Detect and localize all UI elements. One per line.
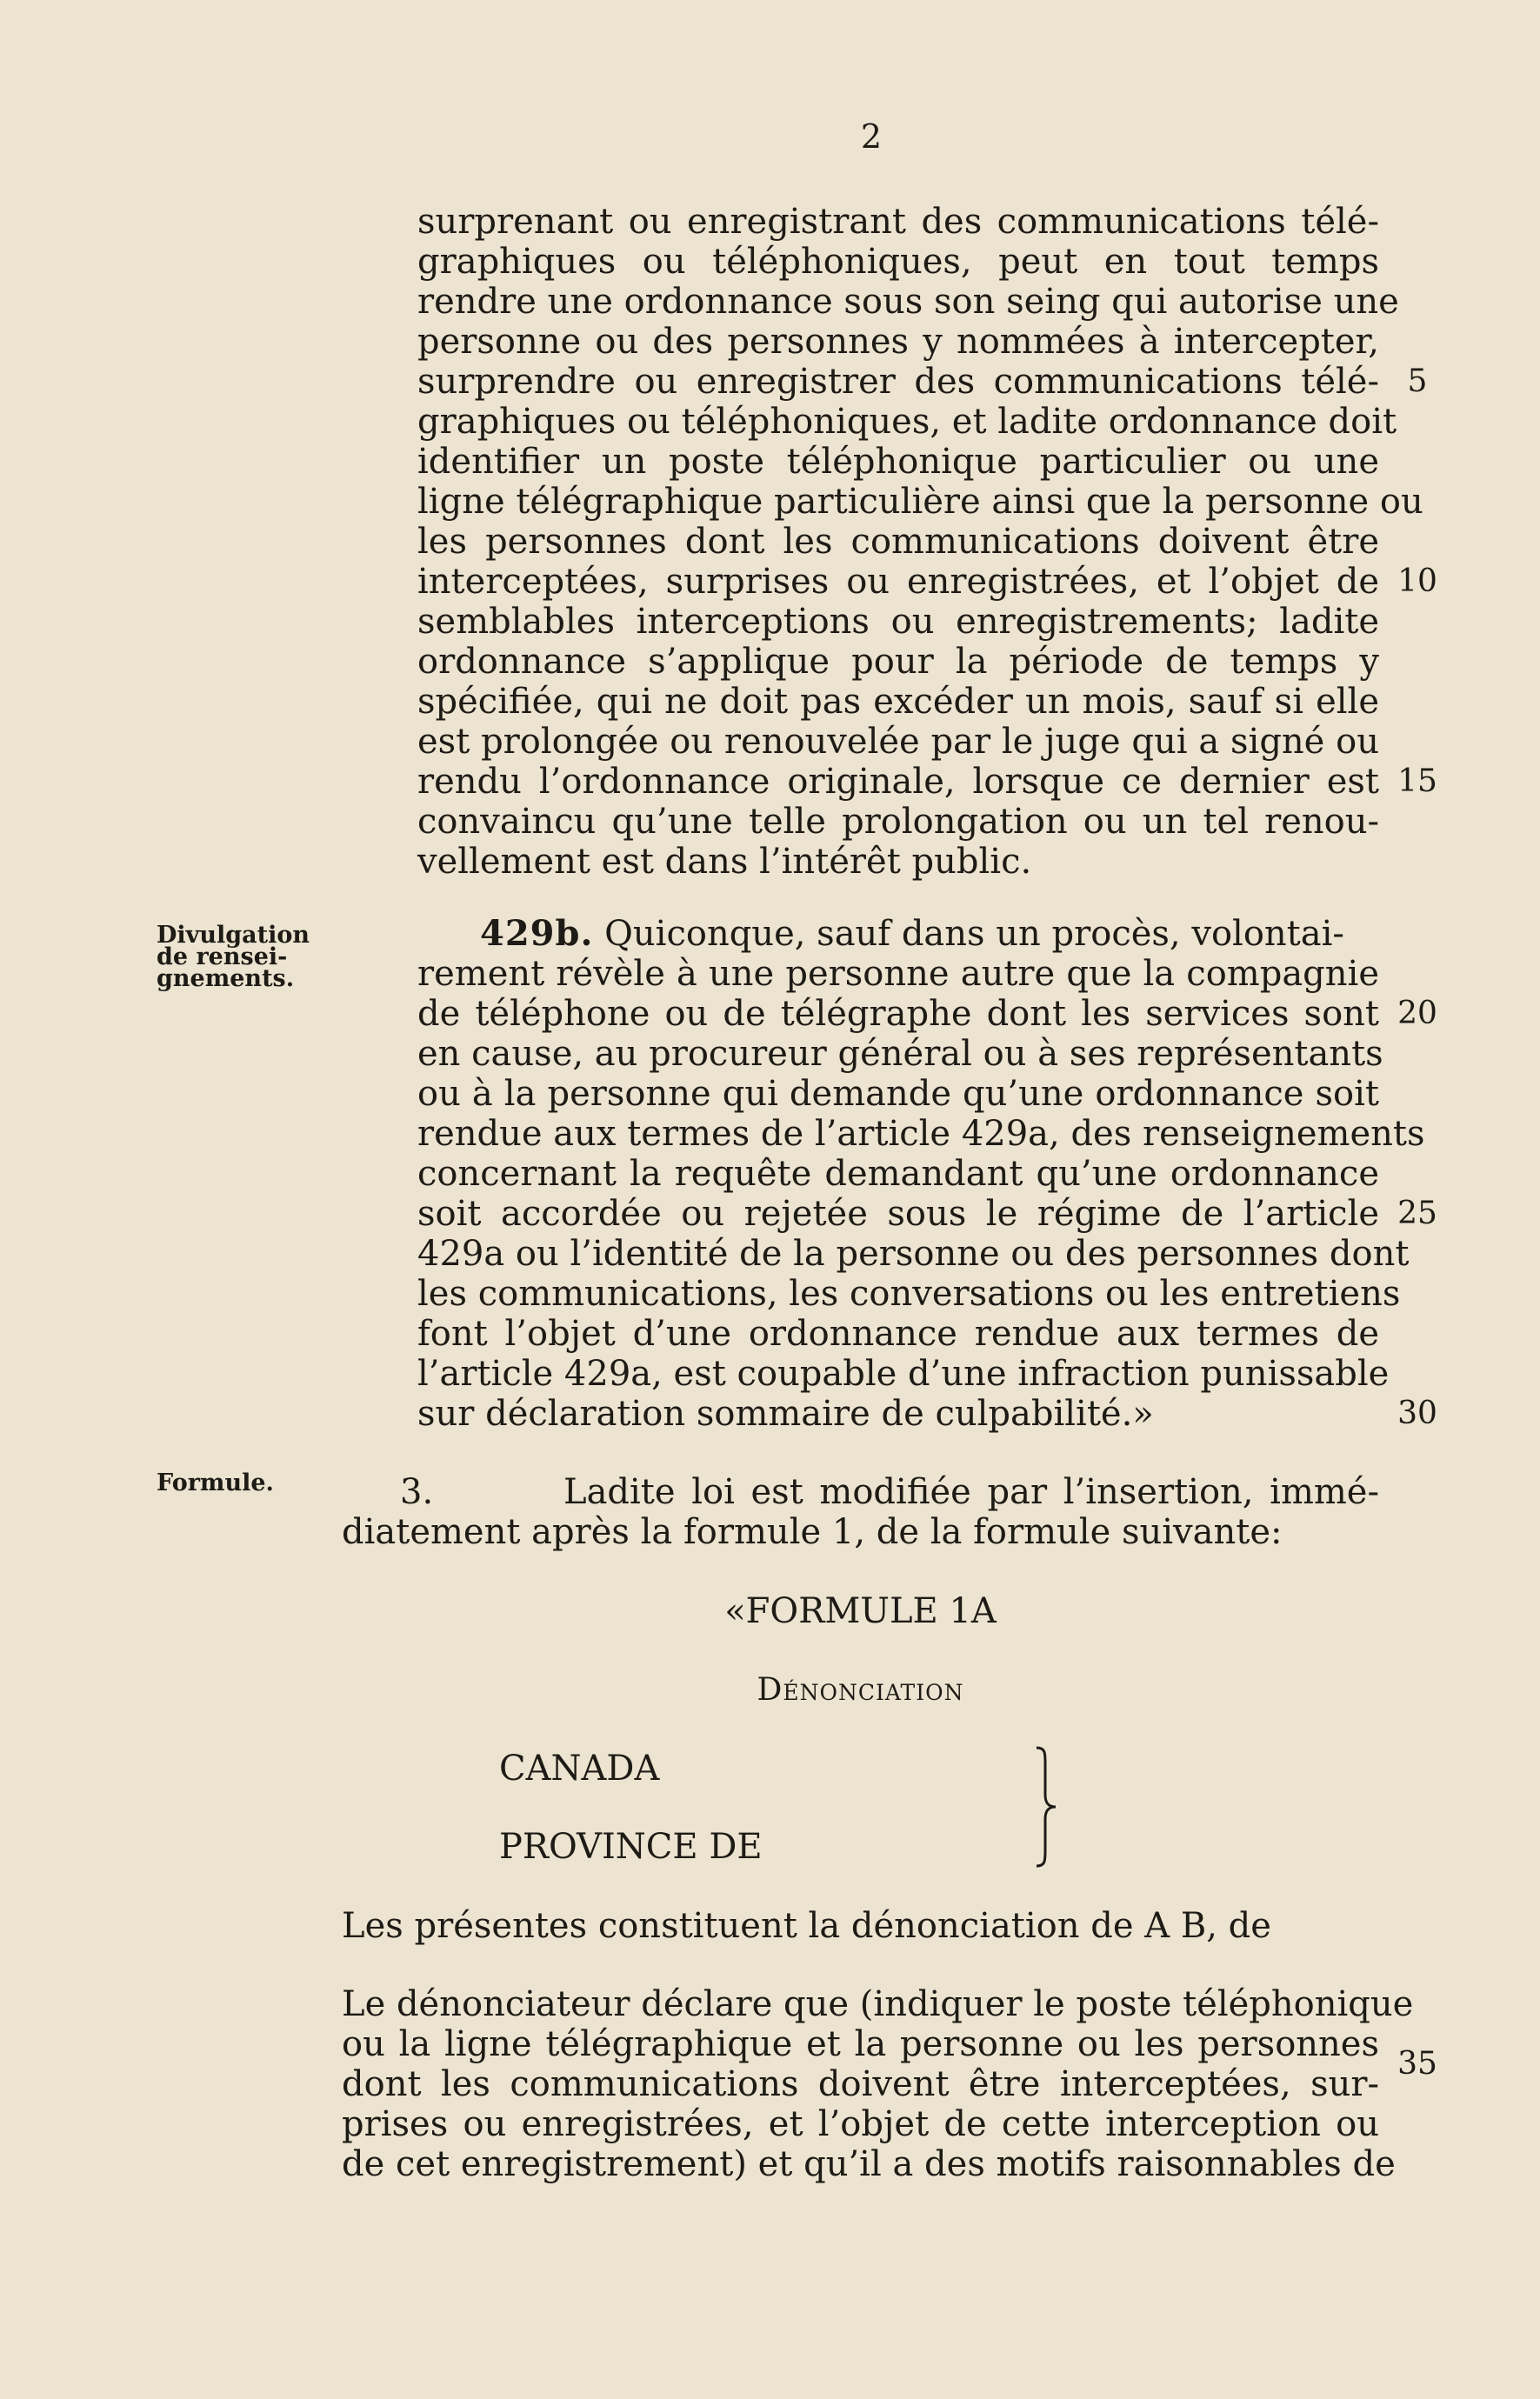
- text-line: prises ou enregistrées, et l’objet de cette interception ou: [342, 2104, 1379, 2144]
- section-number: 429b.: [480, 913, 594, 954]
- margin-note-line: de rensei-: [157, 943, 288, 970]
- text-line: 429a ou l’identité de la personne ou des personnes dont: [417, 1234, 1410, 1274]
- text-line: semblables interceptions ou enregistrements; ladite: [417, 602, 1379, 642]
- text-line: rendre une ordonnance sous son seing qui autorise une: [417, 282, 1399, 322]
- margin-note-formule: Formule.: [157, 1469, 274, 1496]
- text-line: surprendre ou enregistrer des communications télé-: [417, 362, 1379, 402]
- text-line: de cet enregistrement) et qu’il a des motifs raisonnables de: [342, 2144, 1396, 2184]
- form-title: «FORMULE 1A: [724, 1591, 997, 1631]
- text-line: les personnes dont les communications doivent être: [417, 522, 1379, 562]
- line-number: 10: [1397, 563, 1437, 599]
- text-line: vellement est dans l’intérêt public.: [417, 842, 1032, 882]
- text-line: graphiques ou téléphoniques, et ladite ordonnance doit: [417, 402, 1397, 442]
- margin-note-line: Divulgation: [157, 922, 310, 949]
- section-3-first-line: Ladite loi est modifiée par l’insertion, immé-: [563, 1472, 1379, 1512]
- form-canada: CANADA: [499, 1749, 660, 1789]
- page-number: 2: [860, 117, 883, 156]
- line-number: 35: [1397, 2046, 1437, 2082]
- text-line: diatement après la formule 1, de la formule suivante:: [342, 1512, 1283, 1552]
- text-line: les communications, les conversations ou les entretiens: [417, 1274, 1401, 1314]
- section-429b-first-line: [417, 914, 1379, 954]
- text-line: font l’objet d’une ordonnance rendue aux termes de: [417, 1314, 1379, 1354]
- line-number: 15: [1397, 763, 1437, 799]
- text-line: graphiques ou téléphoniques, peut en tout temps: [417, 242, 1379, 282]
- text-line: dont les communications doivent être interceptées, sur-: [342, 2064, 1379, 2104]
- line-number: 30: [1397, 1396, 1437, 1431]
- text-line: rement révèle à une personne autre que la compagnie: [417, 954, 1379, 994]
- text-line: concernant la requête demandant qu’une ordonnance: [417, 1154, 1379, 1194]
- text-line: sur déclaration sommaire de culpabilité.»: [417, 1394, 1154, 1434]
- text-line: Le dénonciateur déclare que (indiquer le poste téléphonique: [342, 1984, 1414, 2024]
- line-number: 25: [1397, 1196, 1437, 1231]
- text-line: convaincu qu’une telle prolongation ou un tel renou-: [417, 802, 1379, 842]
- text-line: soit accordée ou rejetée sous le régime de l’article: [417, 1194, 1379, 1234]
- form-caption: [342, 1673, 1379, 1708]
- text-line: personne ou des personnes y nommées à intercepter,: [417, 322, 1379, 362]
- text-line: ligne télégraphique particulière ainsi que la personne ou: [417, 482, 1423, 522]
- text-line: en cause, au procureur général ou à ses représentants: [417, 1034, 1383, 1074]
- margin-note-line: gnements.: [157, 965, 295, 992]
- form-caption-text: Dénonciation: [757, 1672, 964, 1708]
- text-line: rendue aux termes de l’article 429a, des renseignements: [417, 1114, 1425, 1154]
- text-line: ordonnance s’applique pour la période de temps y: [417, 642, 1379, 682]
- section-number: 3.: [400, 1472, 434, 1512]
- right-brace-icon: [1033, 1746, 1059, 1868]
- form-province: PROVINCE DE: [499, 1827, 763, 1867]
- text-line: interceptées, surprises ou enregistrées, et l’objet de: [417, 562, 1379, 602]
- line-number: 5: [1407, 363, 1428, 399]
- text-line: identifier un poste téléphonique particulier ou une: [417, 442, 1379, 482]
- text-line: ou à la personne qui demande qu’une ordonnance soit: [417, 1074, 1379, 1114]
- text-line: surprenant ou enregistrant des communications télé-: [417, 202, 1379, 242]
- text-line: ou la ligne télégraphique et la personne ou les personnes: [342, 2024, 1379, 2064]
- text-line: rendu l’ordonnance originale, lorsque ce dernier est: [417, 762, 1379, 802]
- margin-note-divulgation: [157, 924, 310, 990]
- text-line: l’article 429a, est coupable d’une infraction punissable: [417, 1354, 1390, 1394]
- text-line: est prolongée ou renouvelée par le juge qui a signé ou: [417, 722, 1379, 762]
- form-statement: Les présentes constituent la dénonciation de A B, de: [342, 1906, 1271, 1946]
- text-line: spécifiée, qui ne doit pas excéder un mois, sauf si elle: [417, 682, 1379, 722]
- line-number: 20: [1397, 996, 1437, 1031]
- text-line: de téléphone ou de télégraphe dont les services sont: [417, 994, 1379, 1034]
- section-text: Quiconque, sauf dans un procès, volontai-: [604, 914, 1344, 954]
